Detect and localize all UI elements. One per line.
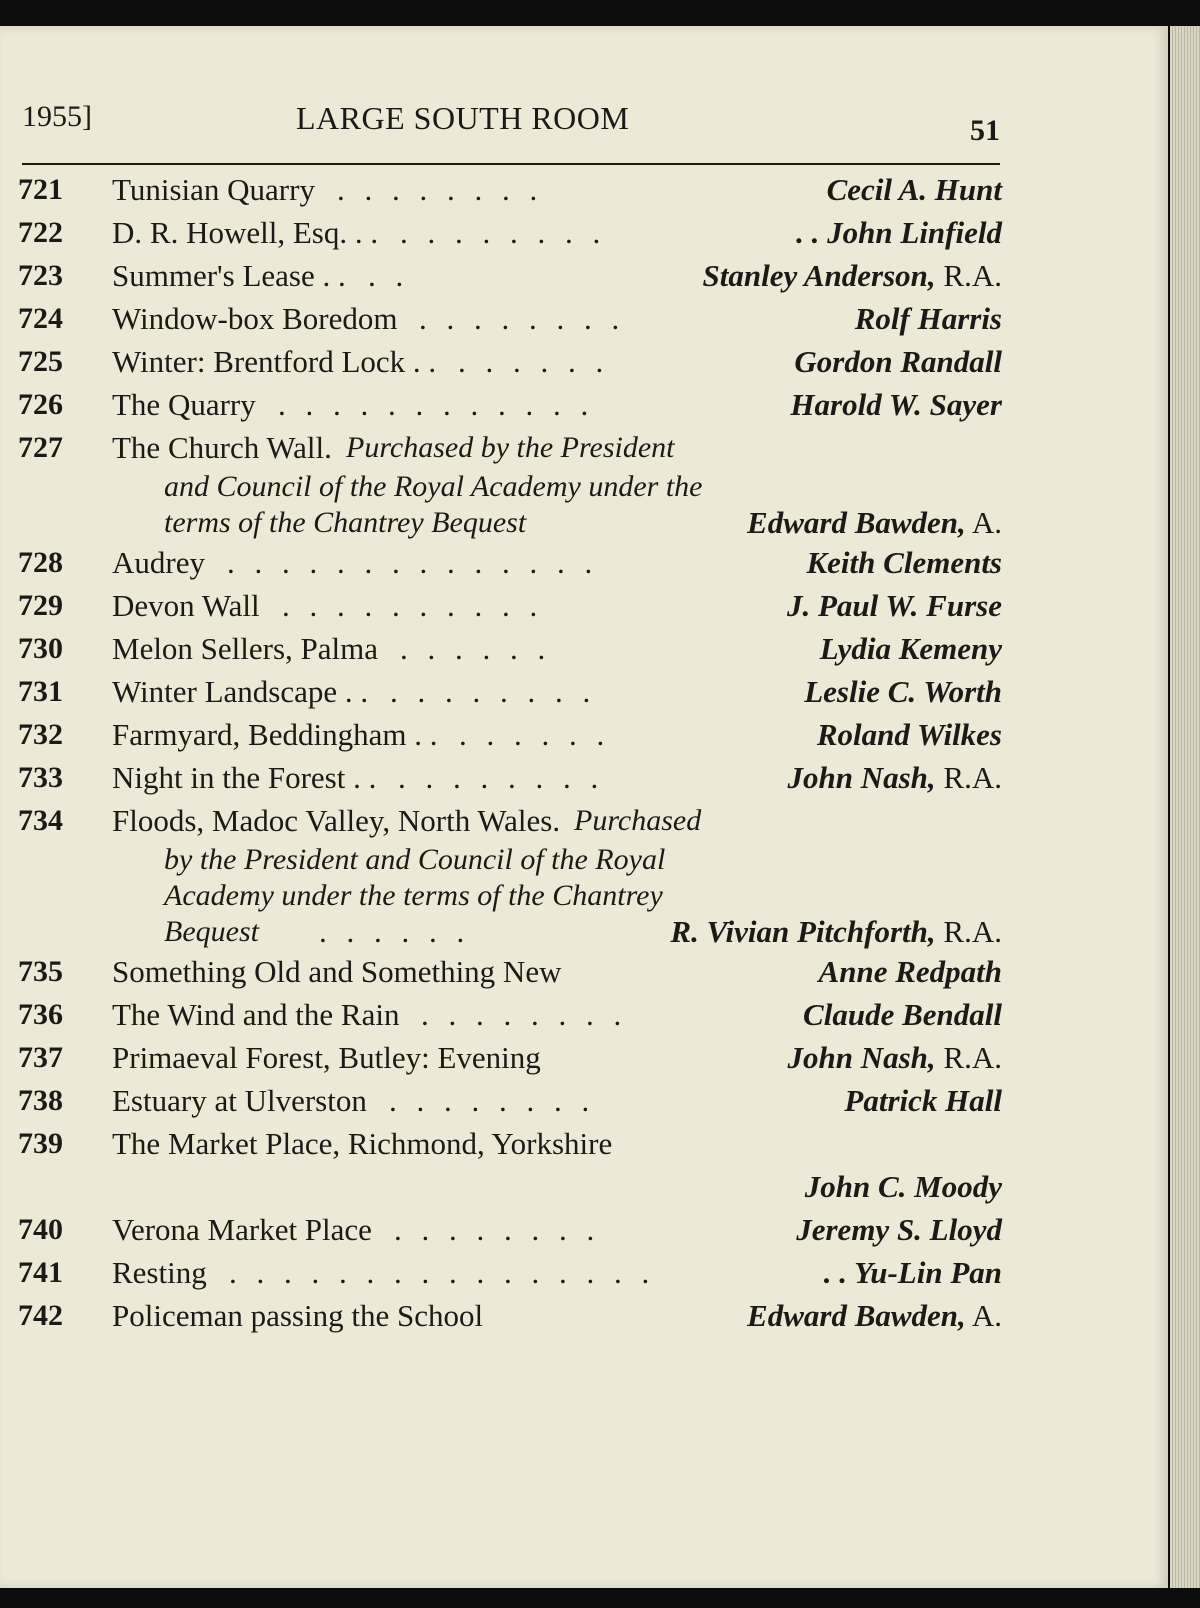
- entry-artist: Edward Bawden, A.: [747, 505, 1002, 540]
- entry-note-row: [18, 842, 1002, 878]
- entry-row: [18, 950, 1002, 993]
- entry-number: 726: [18, 388, 63, 421]
- entry-number: 739: [18, 1127, 63, 1160]
- entry-note: Academy under the terms of the Chantrey: [164, 879, 663, 912]
- entry-leader: . . . . . .: [319, 914, 471, 949]
- entry-number: 732: [18, 718, 63, 751]
- entry-leader: . . . . . .: [400, 631, 552, 666]
- entry-note-row: [18, 505, 1002, 541]
- entry-note: terms of the Chantrey Bequest: [164, 506, 527, 539]
- entry-row: [18, 1122, 1002, 1165]
- entry-title: Tunisian Quarry: [112, 172, 315, 207]
- entry-leader: . . . . . . . .: [398, 760, 605, 795]
- entry-title: Verona Market Place: [112, 1212, 372, 1247]
- entry-number: 735: [18, 955, 63, 988]
- entry-artist: Jeremy S. Lloyd: [796, 1212, 1002, 1247]
- entry-title: Winter Landscape . .: [112, 674, 369, 709]
- catalogue-entry: [18, 670, 1002, 713]
- entry-title: The Church Wall.: [112, 430, 332, 465]
- entry-leader: . . . . . . . .: [337, 172, 544, 207]
- entry-note: Purchased: [574, 804, 702, 837]
- entry-title: The Wind and the Rain: [112, 997, 400, 1032]
- catalogue-entry: [18, 426, 1002, 541]
- entry-row: [18, 584, 1002, 627]
- entry-row: [18, 1036, 1002, 1079]
- entry-artist-suffix: R.A.: [935, 258, 1002, 293]
- entry-number: 729: [18, 589, 63, 622]
- entry-row: [18, 541, 1002, 584]
- entry-row: [18, 713, 1002, 756]
- entry-note-row: [18, 878, 1002, 914]
- entry-leader: . . . . . . . . . . . .: [278, 387, 595, 422]
- catalogue-entry: [18, 541, 1002, 584]
- entry-row: [18, 297, 1002, 340]
- entry-number: 730: [18, 632, 63, 665]
- entry-row: [18, 211, 1002, 254]
- entry-title: Floods, Madoc Valley, North Wales.: [112, 803, 561, 838]
- entry-note-row: [18, 914, 1002, 950]
- catalogue-entry: [18, 383, 1002, 426]
- catalogue-entries: [18, 168, 1002, 1337]
- catalogue-entry: [18, 1079, 1002, 1122]
- entry-number: 741: [18, 1256, 63, 1289]
- catalogue-entry: [18, 1208, 1002, 1251]
- entry-artist: Keith Clements: [806, 545, 1002, 580]
- entry-artist: John Nash, R.A.: [787, 1040, 1002, 1075]
- entry-row: [18, 627, 1002, 670]
- catalogue-entry: [18, 254, 1002, 297]
- entry-artist: R. Vivian Pitchforth, R.A.: [670, 914, 1002, 949]
- entry-leader: . . . . . . . .: [400, 215, 607, 250]
- entry-artist-suffix: R.A.: [935, 1040, 1002, 1075]
- entry-artist: Rolf Harris: [854, 301, 1002, 336]
- entry-artist: Edward Bawden, A.: [747, 1298, 1002, 1333]
- entry-leader: . . . . . . . .: [389, 1083, 596, 1118]
- entry-note: Bequest: [164, 915, 259, 948]
- entry-title: Something Old and Something New: [112, 954, 562, 989]
- entry-row: [18, 799, 1002, 842]
- entry-artist: Cecil A. Hunt: [826, 172, 1002, 207]
- entry-leader: . . . . . . . .: [390, 674, 597, 709]
- entry-leader: . . . . . .: [458, 344, 610, 379]
- catalogue-entry: [18, 340, 1002, 383]
- entry-artist: Gordon Randall: [794, 344, 1002, 379]
- entry-artist-suffix: A.: [965, 505, 1002, 540]
- entry-artist: Harold W. Sayer: [790, 387, 1002, 422]
- entry-row: [18, 670, 1002, 713]
- catalogue-entry: [18, 1294, 1002, 1337]
- entry-title: Estuary at Ulverston: [112, 1083, 367, 1118]
- entry-row: [18, 993, 1002, 1036]
- entry-leader: . . . . . . . . . . . . . . . .: [229, 1255, 656, 1290]
- entry-title: Night in the Forest . .: [112, 760, 377, 795]
- entry-title: Farmyard, Beddingham . .: [112, 717, 438, 752]
- entry-note: and Council of the Royal Academy under the: [164, 470, 703, 503]
- catalogue-entry: [18, 756, 1002, 799]
- catalogue-entry: [18, 993, 1002, 1036]
- entry-number: 737: [18, 1041, 63, 1074]
- entry-leader: . . . . . . . .: [421, 997, 628, 1032]
- entry-artist: J. Paul W. Furse: [786, 588, 1002, 623]
- header-rule: [22, 163, 1000, 165]
- entry-artist: Roland Wilkes: [816, 717, 1002, 752]
- entry-number: 728: [18, 546, 63, 579]
- entry-note: Purchased by the President: [346, 431, 675, 464]
- entry-row: [18, 1208, 1002, 1251]
- entry-number: 734: [18, 804, 63, 837]
- entry-leader: . . . . . . . . . .: [282, 588, 544, 623]
- entry-leader: . . . . . . . .: [394, 1212, 601, 1247]
- catalogue-entry: [18, 297, 1002, 340]
- catalogue-entry: [18, 627, 1002, 670]
- entry-row: [18, 383, 1002, 426]
- entry-artist: Stanley Anderson, R.A.: [702, 258, 1002, 293]
- entry-title: Primaeval Forest, Butley: Evening: [112, 1040, 541, 1075]
- entry-number: 731: [18, 675, 63, 708]
- entry-number: 725: [18, 345, 63, 378]
- entry-title: Winter: Brentford Lock . .: [112, 344, 437, 379]
- entry-row: [18, 1294, 1002, 1337]
- entry-leader: . .: [368, 258, 410, 293]
- catalogue-entry: [18, 168, 1002, 211]
- catalogue-entry: [18, 1251, 1002, 1294]
- catalogue-entry: [18, 799, 1002, 950]
- entry-number: 740: [18, 1213, 63, 1246]
- header-year: 1955]: [22, 100, 92, 133]
- entry-artist: John Nash, R.A.: [787, 760, 1002, 795]
- entry-artist: Lydia Kemeny: [819, 631, 1002, 666]
- entry-artist-suffix: A.: [965, 1298, 1002, 1333]
- page-edges: [1170, 26, 1200, 1588]
- entry-number: 722: [18, 216, 63, 249]
- entry-title: Melon Sellers, Palma: [112, 631, 379, 666]
- entry-row: [18, 426, 1002, 469]
- entry-leader: . . . . . . . . . . . . . .: [227, 545, 599, 580]
- page-header: [22, 78, 1000, 147]
- entry-number: 723: [18, 259, 63, 292]
- entry-artist-suffix: R.A.: [935, 760, 1002, 795]
- entry-title: Window-box Boredom: [112, 301, 398, 336]
- entry-number: 721: [18, 173, 63, 206]
- entry-number: 742: [18, 1299, 63, 1332]
- entry-leader: . . . . . . . .: [419, 301, 626, 336]
- entry-number: 727: [18, 431, 63, 464]
- entry-title: Policeman passing the School: [112, 1298, 484, 1333]
- entry-artist: . . John Linfield: [796, 215, 1002, 250]
- entry-title: The Quarry: [112, 387, 256, 422]
- entry-artist: . . Yu-Lin Pan: [823, 1255, 1002, 1290]
- entry-title: Devon Wall: [112, 588, 260, 623]
- entry-row: [18, 1079, 1002, 1122]
- catalogue-entry: [18, 584, 1002, 627]
- entry-number: 733: [18, 761, 63, 794]
- entry-title: D. R. Howell, Esq. . .: [112, 215, 379, 250]
- entry-leader: . . . . . .: [459, 717, 611, 752]
- entry-artist: Patrick Hall: [844, 1083, 1002, 1118]
- entry-title: Audrey: [112, 545, 205, 580]
- entry-number: 738: [18, 1084, 63, 1117]
- entry-row: [18, 1251, 1002, 1294]
- entry-note-row: [18, 469, 1002, 505]
- header-room-title: LARGE SOUTH ROOM: [296, 100, 630, 136]
- entry-note: by the President and Council of the Royal: [164, 843, 666, 876]
- entry-title: The Market Place, Richmond, Yorkshire: [112, 1126, 613, 1161]
- entry-number: 736: [18, 998, 63, 1031]
- entry-title: Summer's Lease . .: [112, 258, 346, 293]
- catalogue-entry: [18, 1122, 1002, 1208]
- entry-number: 724: [18, 302, 63, 335]
- entry-artist: Leslie C. Worth: [804, 674, 1002, 709]
- catalogue-entry: [18, 713, 1002, 756]
- entry-title: Resting: [112, 1255, 207, 1290]
- catalogue-entry: [18, 950, 1002, 993]
- entry-row: [18, 340, 1002, 383]
- entry-row: [18, 168, 1002, 211]
- entry-row: [18, 756, 1002, 799]
- entry-artist: Anne Redpath: [818, 954, 1002, 989]
- catalogue-entry: [18, 1036, 1002, 1079]
- header-page-number: 51: [970, 114, 1000, 147]
- entry-artist-suffix: R.A.: [935, 914, 1002, 949]
- entry-artist: John C. Moody: [804, 1169, 1002, 1204]
- catalogue-entry: [18, 211, 1002, 254]
- entry-row: [18, 254, 1002, 297]
- entry-artist: Claude Bendall: [803, 997, 1002, 1032]
- entry-artist-row: [18, 1165, 1002, 1208]
